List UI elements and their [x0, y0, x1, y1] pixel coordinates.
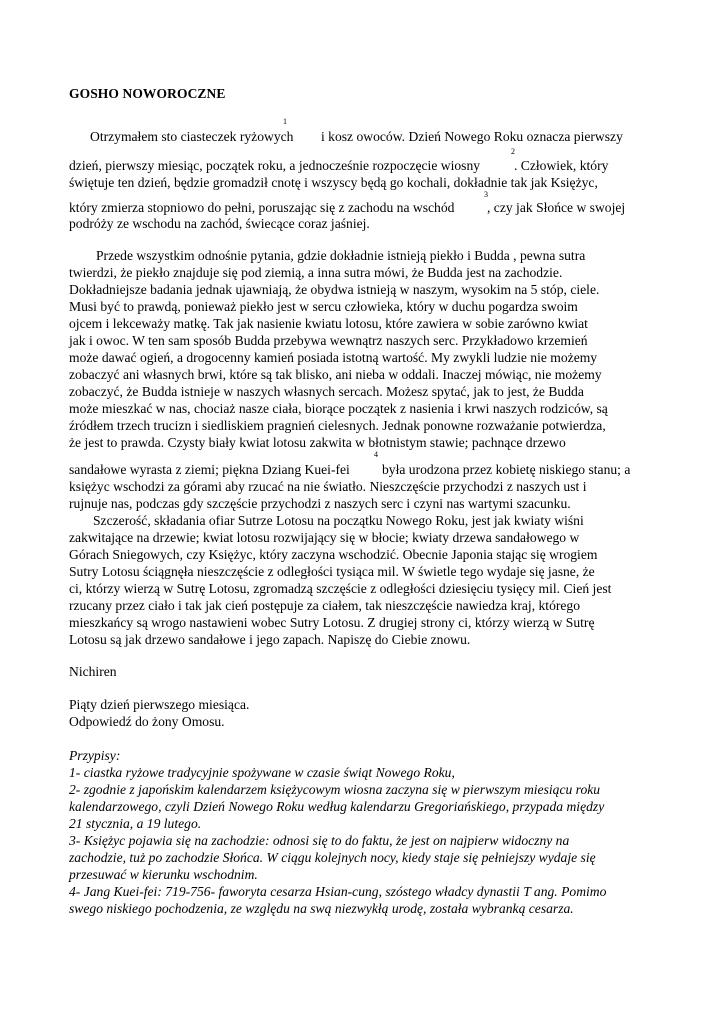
paragraph2-line-1: Przede wszystkim odnośnie pytania, gdzie dokładnie istnieją piekło i Budda , pewna sutra: [96, 248, 586, 263]
document-title: GOSHO NOWOROCZNE: [69, 86, 226, 101]
paragraph3-line-1: Szczerość, składania ofiar Sutrze Lotosu na początku Nowego Roku, jest jak kwiaty wiśni: [93, 513, 584, 528]
paragraph2-line-4: Musi być to prawdą, ponieważ piekło jest w sercu człowieka, który w duchu pogardza swoim: [69, 299, 578, 314]
paragraph3-line-5: ci, którzy wierzą w Sutrę Lotosu, zgromadzą szczęście z odległości dziesięciu tysięcy mil. Cień jest: [69, 581, 612, 596]
footnote-mark-1: 1: [283, 117, 287, 126]
footnote-mark-4: 4: [374, 450, 378, 459]
footnote-mark-3: 3: [484, 190, 488, 199]
paragraph2-line-5: ojcem i lekceważy matkę. Tak jak nasienie kwiatu lotosu, które zawiera w sobie zarówno kwiat: [69, 316, 588, 331]
paragraph2-line-12: że jest to prawda. Czysty biały kwiat lotosu zakwita w błotnistym stawie; pachnące drzewo: [69, 435, 566, 450]
footnotes-heading: Przypisy:: [69, 748, 121, 763]
paragraph2-line-10: może mieszkać w nas, chociaż nasze ciała, biorące początek z nasienia i krwi naszych rodziców, są: [69, 401, 608, 416]
paragraph3-line-4: Sutry Lotosu ściągnęła nieszczęście z odległości tysiąca mil. W świetle tego wydaje się jasne, że: [69, 564, 595, 579]
footnote-2-line-1: 2- zgodnie z japońskim kalendarzem księżycowym wiosna zaczyna się w pierwszym miesiącu roku: [69, 782, 601, 797]
footnote-4-line-1: 4- Jang Kuei-fei: 719-756- faworyta cesarza Hsian-cung, szóstego władcy dynastii T ang. Pomimo: [69, 884, 607, 899]
footnote-2-line-3: 21 stycznia, a 19 lutego.: [69, 816, 202, 831]
paragraph2-line-13b: była urodzona przez kobietę niskiego stanu; a: [382, 462, 631, 477]
paragraph1-line-1b: i kosz owoców. Dzień Nowego Roku oznacza pierwszy: [321, 129, 623, 144]
paragraph1-line-2b: . Człowiek, który: [514, 158, 609, 173]
signature: Nichiren: [69, 664, 117, 679]
paragraph3-line-2: zakwitające na drzewie; kwiat lotosu rozwijający się w błocie; kwiaty drzewa sandałowego w: [69, 530, 580, 545]
paragraph2-line-9: zobaczyć, że Budda istnieje w naszych własnych sercach. Możesz spytać, jak to jest, że Budda: [69, 384, 584, 399]
footnote-1: 1- ciastka ryżowe tradycyjnie spożywane w czasie świąt Nowego Roku,: [69, 765, 455, 780]
paragraph2-line-7: może dawać ogień, a drogocenny kamień posiada istotną wartość. My zwykli ludzie nie możemy: [69, 350, 598, 365]
paragraph1-line-4a: który zmierza stopniowo do pełni, poruszając się z zachodu na wschód: [69, 200, 455, 215]
paragraph2-line-3: Dokładniejsze badania jednak ujawniają, że obydwa istnieją w naszym, wysokim na 5 stóp, ciele.: [69, 282, 600, 297]
paragraph2-line-15: rujnuje nas, podczas gdy szczęście przychodzi z naszych serc i czyni nas wartymi szacunku.: [69, 496, 571, 511]
paragraph1-line-4b: , czy jak Słońce w swojej: [487, 200, 626, 215]
paragraph2-line-13a: sandałowe wyrasta z ziemi; piękna Dziang Kuei-fei: [69, 462, 350, 477]
footnote-4-line-2: swego niskiego pochodzenia, ze względu na swą niezwykłą urodę, została wybranką cesarza.: [69, 901, 574, 916]
footnote-mark-2: 2: [511, 147, 515, 156]
paragraph2-line-14: księżyc wschodzi za górami aby rzucać na nie światło. Nieszczęście przychodzi z naszych ust i: [69, 479, 587, 494]
footnote-3-line-3: przesuwać w kierunku wschodnim.: [69, 867, 258, 882]
footnote-3-line-1: 3- Księżyc pojawia się na zachodzie: odnosi się to do faktu, że jest on najpierw widoczny na: [69, 833, 570, 848]
paragraph2-line-11: źródłem trzech trucizn i siedliskiem pragnień cielesnych. Jednak ponowne rozważanie potwierdza,: [69, 418, 606, 433]
footnote-2-line-2: kalendarzowego, czyli Dzień Nowego Roku według kalendarzu Gregoriańskiego, przypada między: [69, 799, 605, 814]
paragraph1-line-2a: dzień, pierwszy miesiąc, początek roku, a jednocześnie rozpoczęcie wiosny: [69, 158, 481, 173]
paragraph1-line-3: świętuje ten dzień, będzie gromadził cnotę i wszyscy będą go kochali, dokładnie tak jak Księżyc,: [69, 175, 598, 190]
paragraph3-line-7: mieszkańcy są wrogo nastawieni wobec Sutry Lotosu. Z drugiej strony ci, którzy wierzą w Sutrę: [69, 615, 595, 630]
paragraph1-line-1a: Otrzymałem sto ciasteczek ryżowych: [90, 129, 294, 144]
closing-recipient: Odpowiedź do żony Omosu.: [69, 714, 225, 729]
paragraph3-line-8: Lotosu są jak drzewo sandałowe i jego zapach. Napiszę do Ciebie znowu.: [69, 632, 471, 647]
footnote-3-line-2: zachodzie, tuż po zachodzie Słońca. W ciągu kolejnych nocy, kiedy staje się pełniejszy wydaje się: [69, 850, 596, 865]
paragraph1-line-5: podróży ze wschodu na zachód, świecące coraz jaśniej.: [69, 216, 370, 231]
paragraph3-line-6: rzucany przez ciało i tak jak cień postępuje za ciałem, tak nieszczęście nawiedza kraj, którego: [69, 598, 581, 613]
paragraph2-line-6: jak i owoc. W ten sam sposób Budda przebywa wewnątrz naszych serc. Przykładowo krzemień: [69, 333, 588, 348]
paragraph2-line-2: twierdzi, że piekło znajduje się pod ziemią, a inna sutra mówi, że Budda jest na zachodzie.: [69, 265, 563, 280]
closing-date: Piąty dzień pierwszego miesiąca.: [69, 697, 250, 712]
paragraph3-line-3: Górach Sniegowych, czy Księżyc, który zaczyna wschodzić. Obecnie Japonia stając się wrogiem: [69, 547, 598, 562]
paragraph2-line-8: zobaczyć ani własnych brwi, które są tak blisko, ani nieba w oddali. Inaczej mówiąc, nie możemy: [69, 367, 602, 382]
